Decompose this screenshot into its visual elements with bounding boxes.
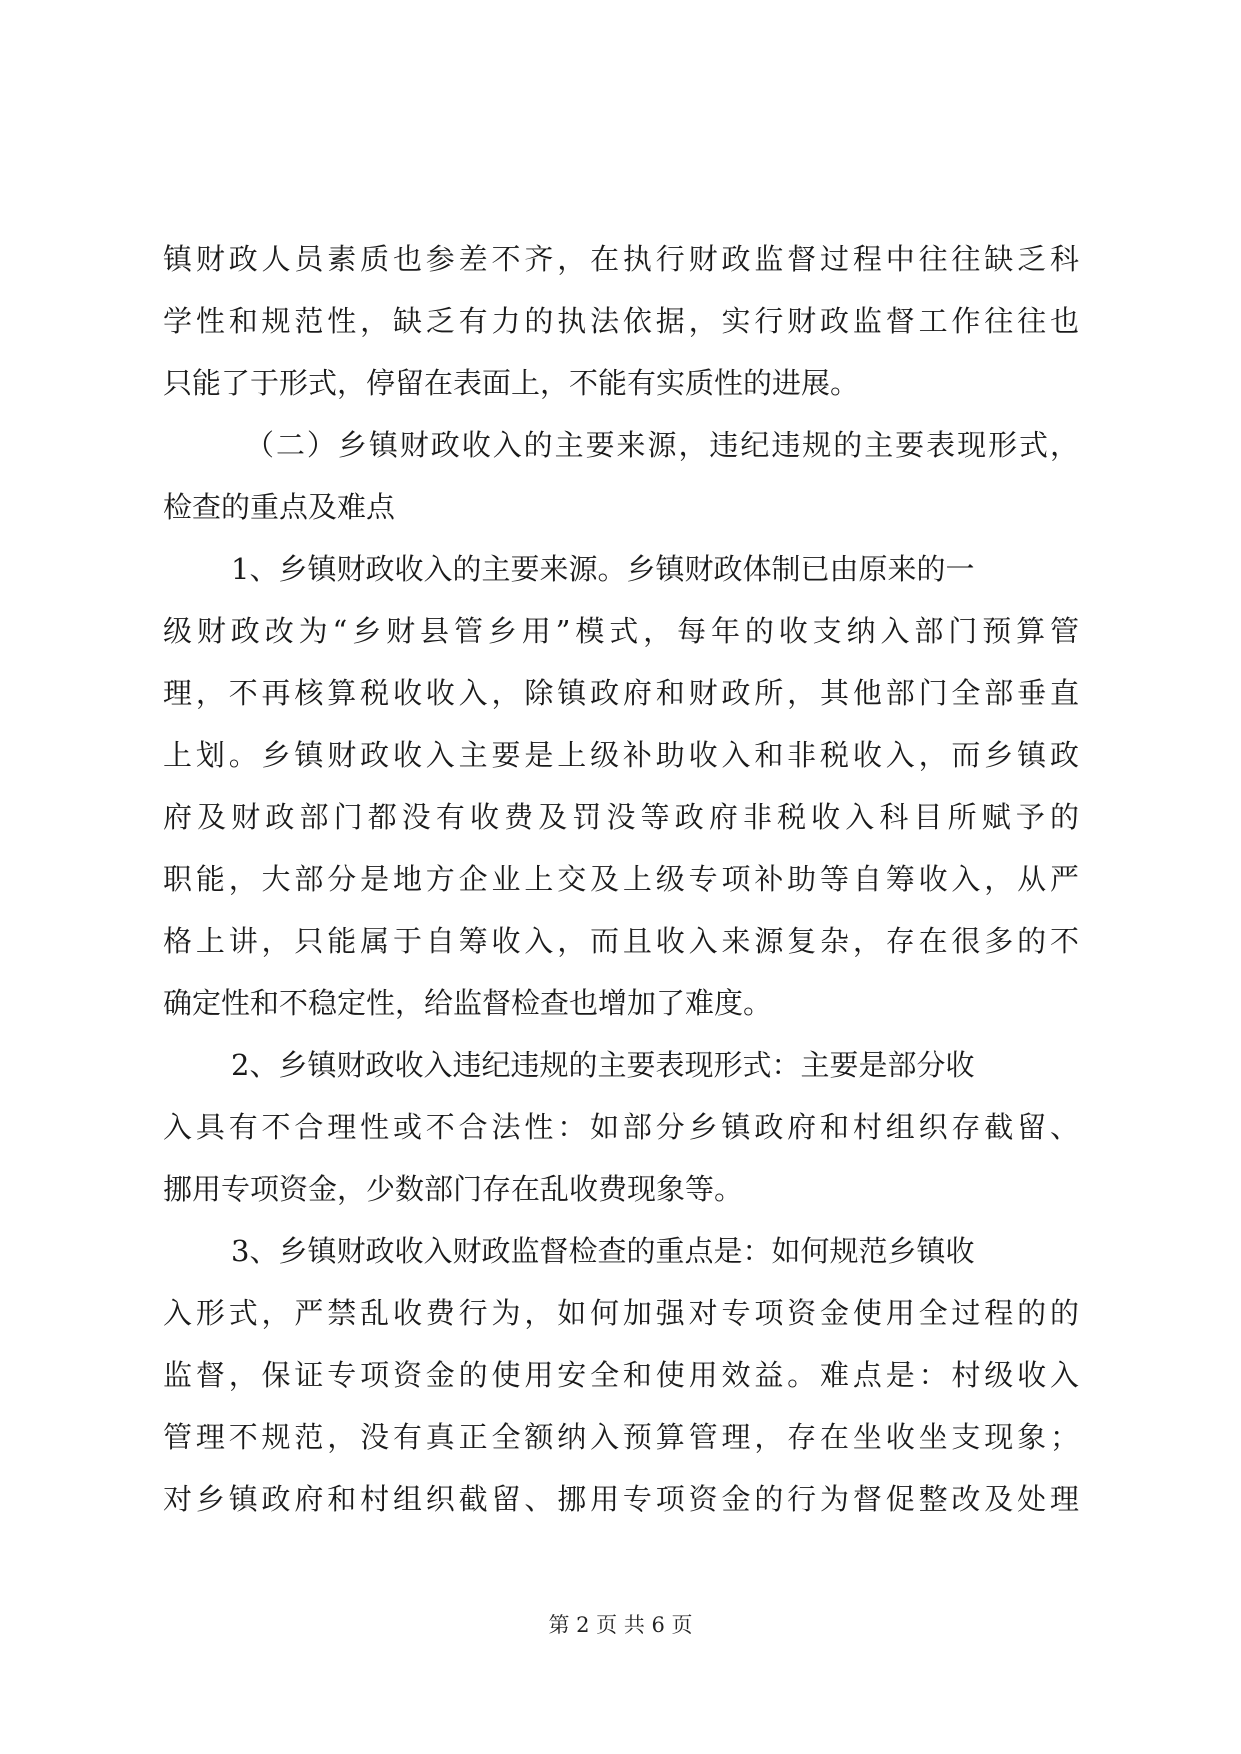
section-heading-line: 检查的重点及难点 — [163, 490, 396, 524]
paragraph-first-line: 1、乡镇财政收入的主要来源。乡镇财政体制已由原来的一 — [231, 552, 975, 586]
text-line: 理，不再核算税收收入，除镇政府和财政所，其他部门全部垂直 — [163, 676, 1079, 710]
text-line: 上划。乡镇财政收入主要是上级补助收入和非税收入，而乡镇政 — [163, 738, 1079, 772]
text-line: 入具有不合理性或不合法性：如部分乡镇政府和村组织存截留、 — [163, 1110, 1079, 1144]
page-number-footer: 第 2 页 共 6 页 — [548, 1613, 693, 1637]
text-line: 挪用专项资金，少数部门存在乱收费现象等。 — [163, 1172, 744, 1206]
text-line: 学性和规范性，缺乏有力的执法依据，实行财政监督工作往往也 — [163, 304, 1079, 338]
section-heading-line: （二）乡镇财政收入的主要来源，违纪违规的主要表现形式， — [245, 428, 1079, 462]
text-line: 级财政改为“乡财县管乡用”模式，每年的收支纳入部门预算管 — [163, 614, 1079, 648]
paragraph-first-line: 3、乡镇财政收入财政监督检查的重点是：如何规范乡镇收 — [231, 1234, 975, 1268]
text-line: 镇财政人员素质也参差不齐，在执行财政监督过程中往往缺乏科 — [163, 242, 1079, 276]
text-line: 只能了于形式，停留在表面上，不能有实质性的进展。 — [163, 366, 860, 400]
text-line: 职能，大部分是地方企业上交及上级专项补助等自筹收入，从严 — [163, 862, 1079, 896]
text-line: 对乡镇政府和村组织截留、挪用专项资金的行为督促整改及处理 — [163, 1482, 1079, 1516]
paragraph-first-line: 2、乡镇财政收入违纪违规的主要表现形式：主要是部分收 — [231, 1048, 975, 1082]
text-line: 府及财政部门都没有收费及罚没等政府非税收入科目所赋予的 — [163, 800, 1079, 834]
text-line: 管理不规范，没有真正全额纳入预算管理，存在坐收坐支现象； — [163, 1420, 1079, 1454]
text-line: 格上讲，只能属于自筹收入，而且收入来源复杂，存在很多的不 — [163, 924, 1079, 958]
document-body — [163, 228, 1079, 1530]
text-line: 入形式，严禁乱收费行为，如何加强对专项资金使用全过程的的 — [163, 1296, 1079, 1330]
text-line: 监督，保证专项资金的使用安全和使用效益。难点是：村级收入 — [163, 1358, 1079, 1392]
text-line: 确定性和不稳定性，给监督检查也增加了难度。 — [163, 986, 773, 1020]
